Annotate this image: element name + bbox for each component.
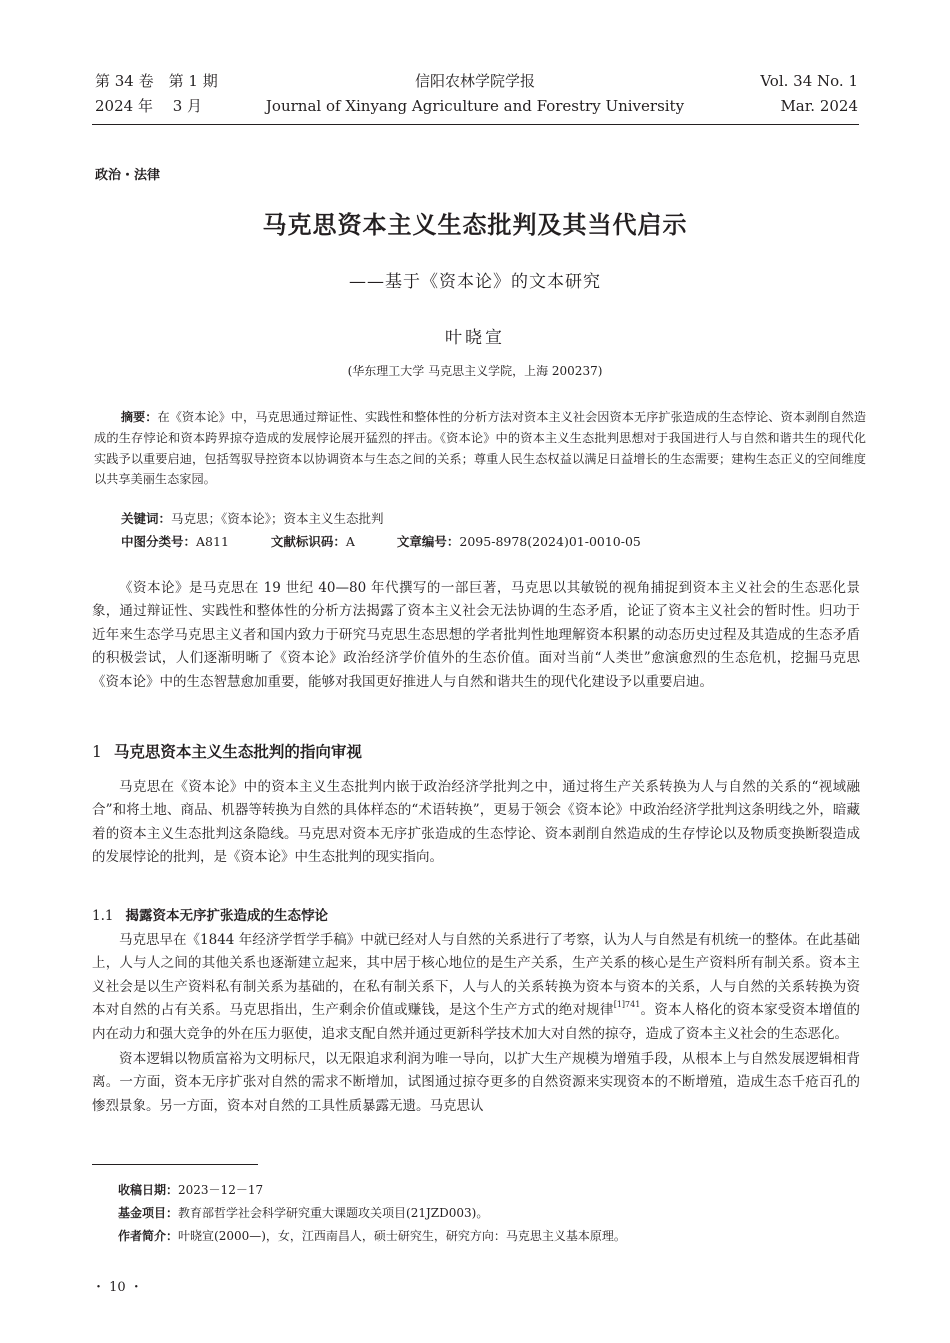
section-1-1-paragraph-2: 资本逻辑以物质富裕为文明标尺，以无限追求利润为唯一导向，以扩大生产规模为增殖手段，从根本上与自然发展逻辑相背离。一方面，资本无序扩张对自然的需求不断增加，试图通过掠夺更多的自然资源来实现资本的不断增殖，造成生态千疮百孔的惨烈景象。另一方面，资本对自然的工具性质暴露无遗。马克思认 — [92, 1051, 860, 1114]
paragraph-1-text: 马克思早在《1844 年经济学哲学手稿》中就已经对人与自然的关系进行了考察，认为人与自然是有机统一的整体。在此基础上，人与人之间的其他关系也逐渐建立起来，其中居于核心地位的是生产关系，生产关系的核心是生产资料所有制关系。资本主义社会是以生产资料私有制关系为基础的，在私有制关系下，人与人的关系转换为资本与资本的关系，人与自然的关系转换为资本对自然的占有关系。马克思指出，生产剩余价值或赚钱，是这个生产方式的绝对规律 — [92, 932, 860, 1019]
journal-name-en: Journal of Xinyang Agriculture and Forestry University — [265, 97, 685, 115]
clc-label: 中图分类号： — [121, 534, 197, 549]
page-number: ・ 10 ・ — [92, 1280, 143, 1295]
citation-ref[interactable]: [1]741 — [613, 1000, 641, 1010]
classification-line — [121, 532, 641, 550]
bio-value: 叶晓宣(2000—)，女，江西南昌人，硕士研究生，研究方向：马克思主义基本原理。 — [178, 1229, 626, 1243]
received-date — [118, 1181, 263, 1198]
article-number-label: 文章编号： — [396, 534, 460, 549]
fund-value: 教育部哲学社会科学研究重大课题攻关项目(21JZD003)。 — [178, 1206, 489, 1220]
journal-name-cn: 信阳农林学院学报 — [414, 72, 535, 90]
fund-project — [118, 1204, 488, 1221]
keywords-text: 马克思；《资本论》；资本主义生态批判 — [171, 511, 384, 526]
header-rule — [92, 124, 859, 125]
paper-title: 马克思资本主义生态批判及其当代启示 — [262, 211, 688, 239]
author-name: 叶晓宣 — [445, 328, 505, 348]
section-1-1-title: 揭露资本无序扩张造成的生态悖论 — [125, 908, 328, 924]
volume-issue: 第 34 卷 第 1 期 — [95, 72, 218, 90]
abstract-text: 在《资本论》中，马克思通过辩证性、实践性和整体性的分析方法对资本主义社会因资本无序扩张造成的生态悖论、资本剥削自然造成的生存悖论和资本跨界掠夺造成的发展悖论展开猛烈的抨击。《资本论》中的资本主义生态批判思想对于我国进行人与自然和谐共生的现代化实践予以重要启迪，包括驾驭导控资本以协调资本与生态之间的关系；尊重人民生态权益以满足日益增长的生态需要；建构生态正义的空间维度以共享美丽生态家园。 — [94, 410, 867, 487]
article-number-value: 2095-8978(2024)01-0010-05 — [459, 534, 641, 549]
author-affiliation: (华东理工大学 马克思主义学院，上海 200237) — [347, 364, 603, 378]
footnote-rule — [92, 1164, 258, 1165]
abstract-label: 摘要： — [120, 410, 158, 424]
section-1-title: 马克思资本主义生态批判的指向审视 — [113, 743, 362, 761]
received-value: 2023－12－17 — [178, 1183, 264, 1197]
clc-value: A811 — [196, 534, 229, 549]
intro-text: 《资本论》是马克思在 19 世纪 40—80 年代撰写的一部巨著，马克思以其敏锐的视角捕捉到资本主义社会的生态恶化景象，通过辩证性、实践性和整体性的分析方法揭露了资本主义社会无法协调的生态矛盾，论证了资本主义社会的暂时性。归功于近年来生态学马克思主义者和国内致力于研究马克思生态思想的学者批判性地理解资本积累的动态历史过程及其造成的生态矛盾的积极尝试，人们逐渐明晰了《资本论》政治经济学价值外的生态价值。面对当前“人类世”愈演愈烈的生态危机，挖掘马克思《资本论》中的生态智慧愈加重要，能够对我国更好推进人与自然和谐共生的现代化建设予以重要启迪。 — [92, 580, 860, 690]
volume-issue-en: Vol. 34 No. 1 — [760, 72, 858, 90]
section-1-1-body — [92, 929, 860, 1118]
publication-date-en: Mar. 2024 — [780, 97, 858, 115]
section-1-heading — [92, 740, 362, 762]
publication-date: 2024 年 3 月 — [95, 97, 203, 115]
fund-label: 基金项目： — [118, 1206, 179, 1220]
intro-paragraph — [92, 577, 860, 694]
paper-subtitle: ——基于《资本论》的文本研究 — [349, 272, 601, 292]
author-bio — [118, 1227, 626, 1244]
abstract-block — [94, 407, 866, 490]
doc-code-label: 文献标识码： — [270, 534, 346, 549]
bio-label: 作者简介： — [118, 1229, 179, 1243]
section-1-number: 1 — [92, 743, 102, 761]
section-tag: 政治・法律 — [95, 168, 161, 183]
keywords-label: 关键词： — [121, 511, 172, 526]
section-1-1-heading — [92, 904, 328, 924]
section-1-1-paragraph-1 — [92, 929, 860, 1046]
doc-code-value: A — [345, 534, 355, 549]
section-1-body — [92, 776, 860, 870]
received-label: 收稿日期： — [118, 1183, 179, 1197]
keywords-line — [121, 509, 384, 527]
paragraph-1-text-cont: 。资本人格化的资本家受资本增值的内在动力和强大竞争的外在压力驱使，追求支配自然并通过更新科学技术加大对自然的掠夺，造成了资本主义社会的生态恶化。 — [92, 1002, 860, 1042]
section-1-1-number: 1.1 — [92, 908, 114, 924]
section-1-paragraph: 马克思在《资本论》中的资本主义生态批判内嵌于政治经济学批判之中，通过将生产关系转换为人与自然的关系的“视域融合”和将土地、商品、机器等转换为自然的具体样态的“术语转换”，更易于领会《资本论》中政治经济学批判这条明线之外，暗藏着的资本主义生态批判这条隐线。马克思对资本无序扩张造成的生态悖论、资本剥削自然造成的生存悖论以及物质变换断裂造成的发展悖论的批判，是《资本论》中生态批判的现实指向。 — [92, 779, 860, 866]
